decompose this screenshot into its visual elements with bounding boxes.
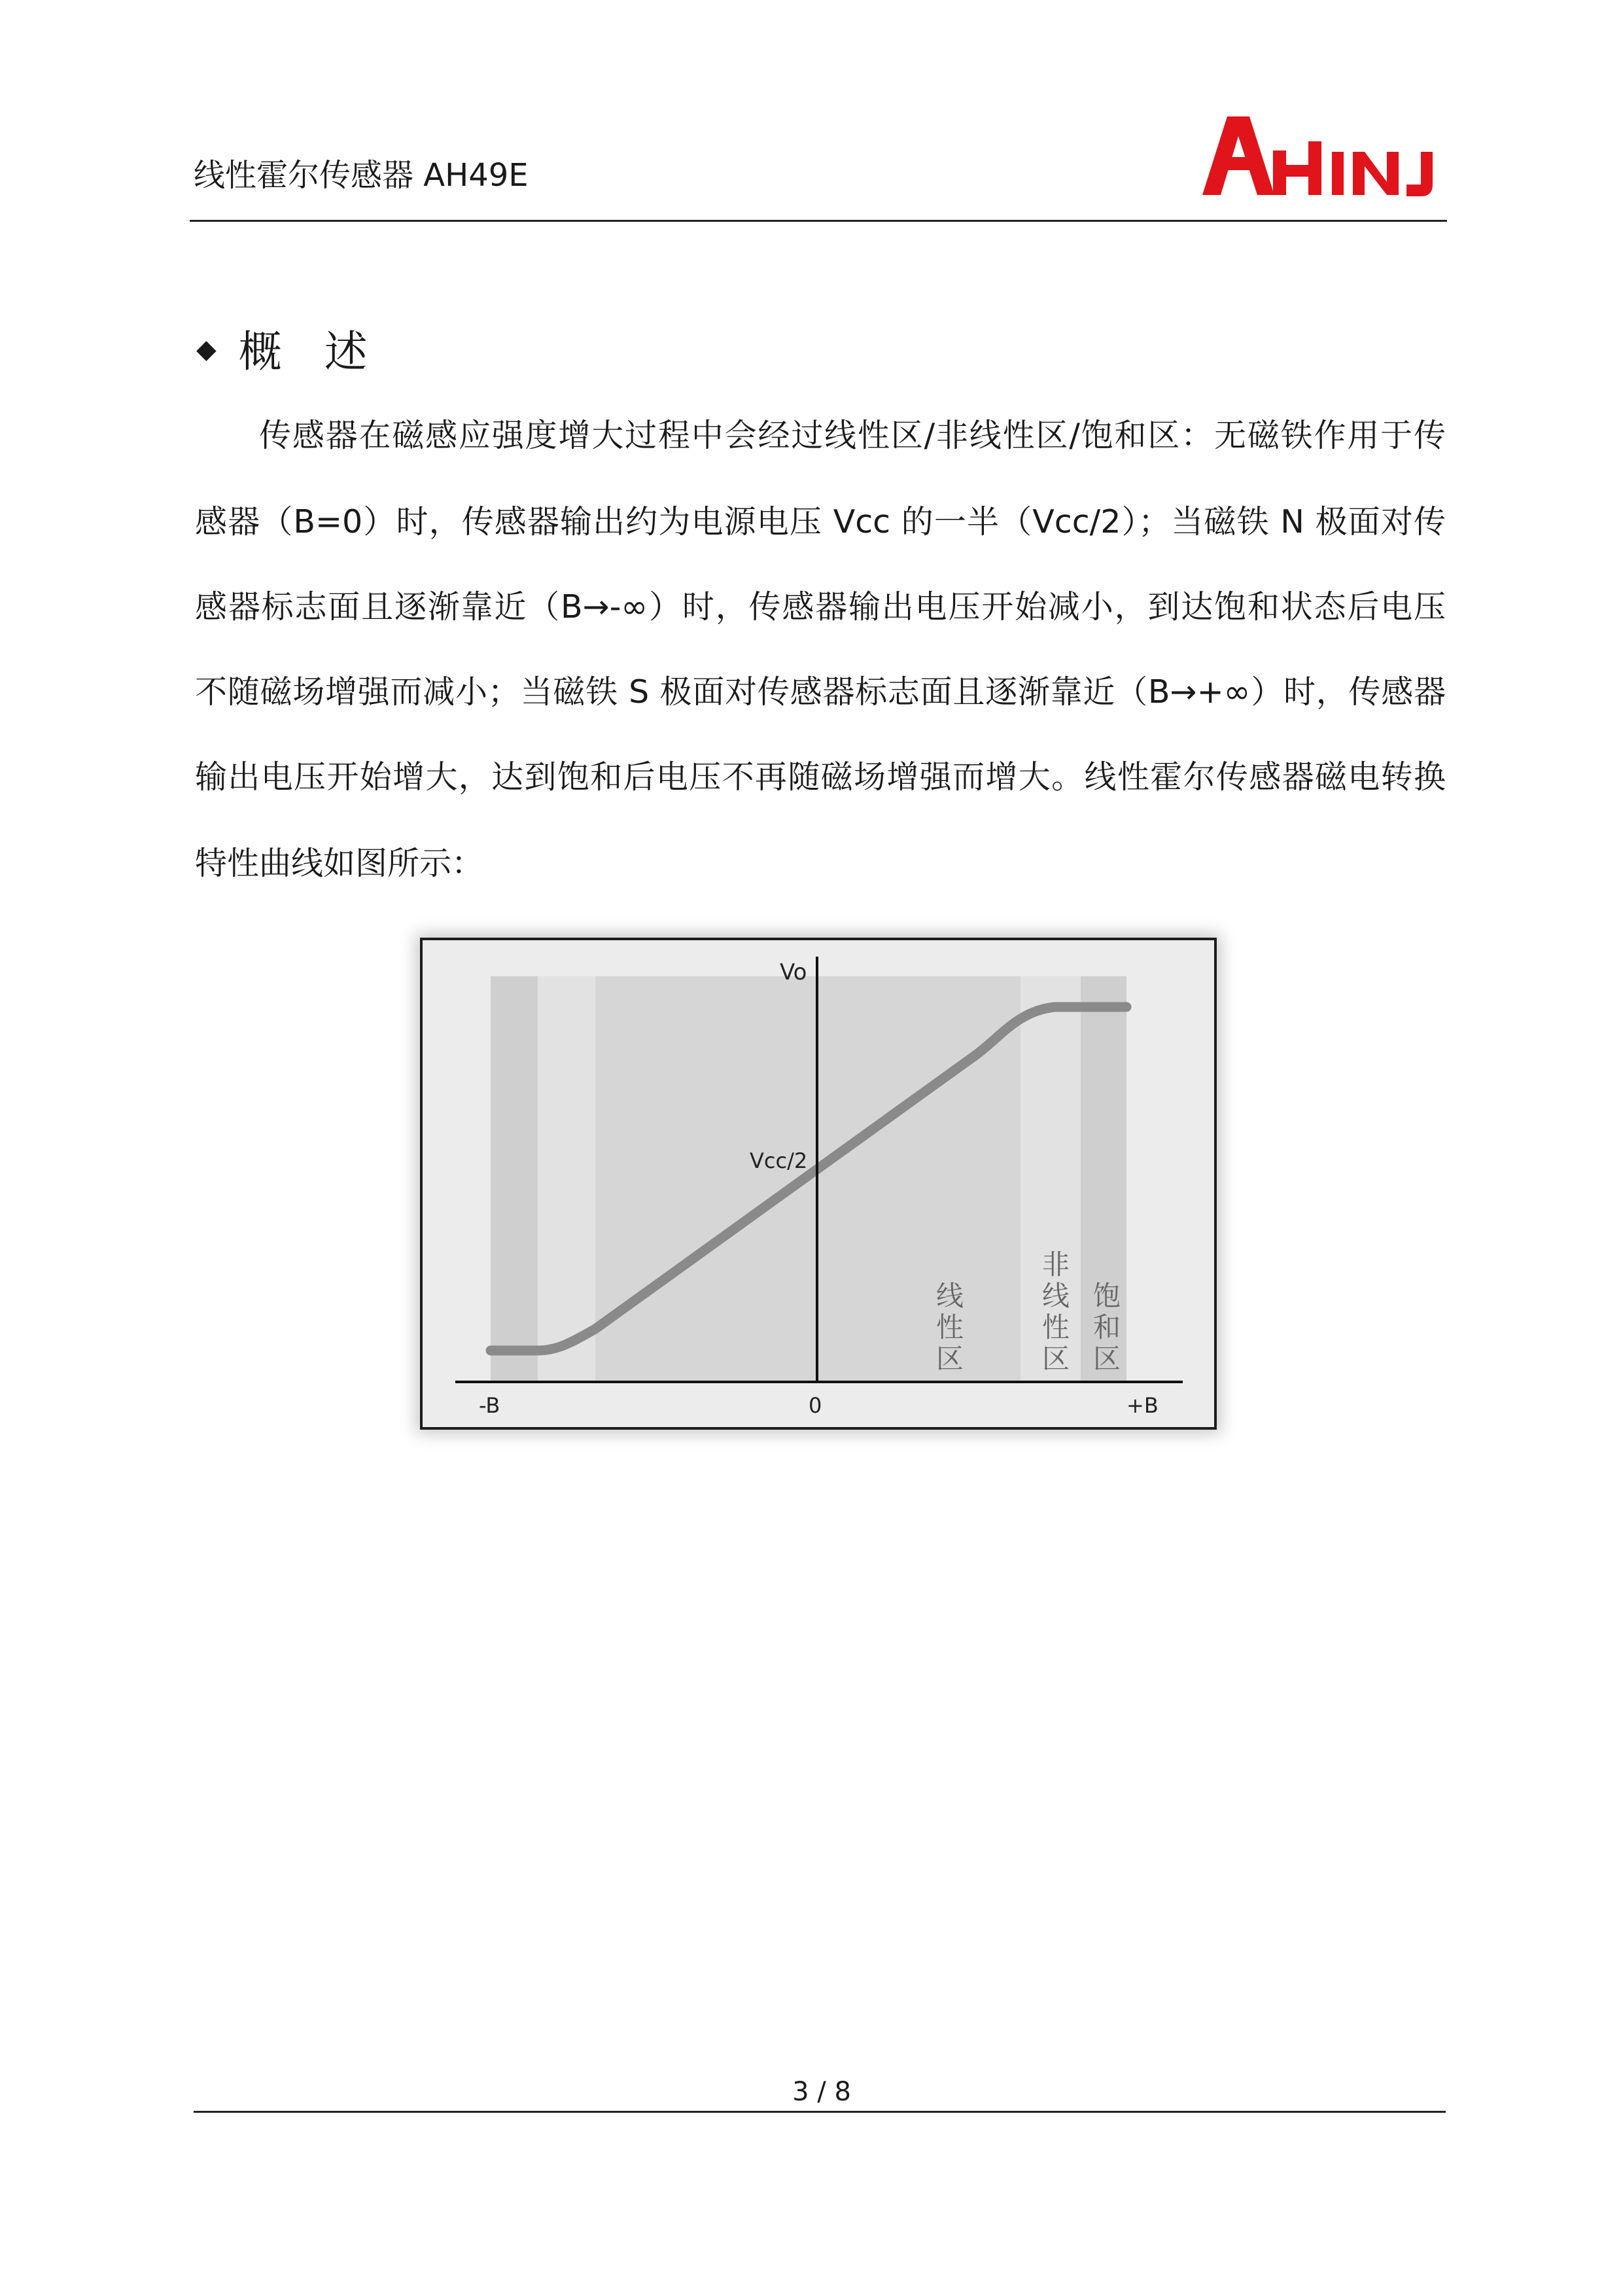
- section-heading-text: 概 述: [238, 327, 382, 377]
- region-nonlinear-char: 性: [1041, 1311, 1070, 1343]
- company-logo: [1202, 116, 1438, 200]
- paragraph-line: 不随磁场增强而减小；当磁铁 S 极面对传感器标志面且逐渐靠近（B→+∞）时，传感器: [195, 673, 1446, 711]
- region-linear-char: 线: [935, 1280, 964, 1312]
- region-nonlinear-char: 线: [1041, 1280, 1070, 1312]
- vcc-half-label: Vcc/2: [750, 1148, 808, 1173]
- section-heading: [196, 326, 382, 378]
- x-origin-label: 0: [809, 1393, 822, 1418]
- region-linear-char: 区: [935, 1343, 964, 1375]
- region-linear-char: 性: [935, 1311, 964, 1343]
- paragraph-line: 感器（B=0）时，传感器输出约为电源电压 Vcc 的一半（Vcc/2）；当磁铁 N 极面对传: [195, 503, 1446, 540]
- region-saturation-char: 区: [1092, 1343, 1121, 1375]
- diamond-bullet-icon: ◆: [196, 334, 217, 364]
- region-saturation-char: 饱: [1092, 1280, 1121, 1312]
- region-nonlinear-char: 区: [1041, 1343, 1070, 1375]
- paragraph-line: 传感器在磁感应强度增大过程中会经过线性区/非线性区/饱和区：无磁铁作用于传: [259, 417, 1446, 454]
- x-left-label: -B: [479, 1393, 500, 1418]
- region-nonlinear-char: 非: [1041, 1248, 1070, 1280]
- paragraph-line: 特性曲线如图所示：: [195, 845, 484, 882]
- page-number: 3 / 8: [792, 2077, 851, 2107]
- region-saturation-char: 和: [1092, 1311, 1121, 1343]
- band-left-nonlinear: [538, 976, 595, 1382]
- y-axis-label: Vo: [780, 959, 807, 985]
- document-title: 线性霍尔传感器 AH49E: [194, 157, 529, 194]
- footer-divider: [194, 2111, 1446, 2113]
- paragraph-line: 感器标志面且逐渐靠近（B→-∞）时，传感器输出电压开始减小，到达饱和状态后电压: [195, 588, 1446, 626]
- header-divider: [190, 220, 1447, 222]
- x-right-label: +B: [1126, 1393, 1159, 1418]
- transfer-characteristic-figure: [420, 938, 1217, 1430]
- paragraph-line: 输出电压开始增大，达到饱和后电压不再随磁场增强而增大。线性霍尔传感器磁电转换: [195, 758, 1446, 796]
- band-left-saturation: [491, 976, 538, 1382]
